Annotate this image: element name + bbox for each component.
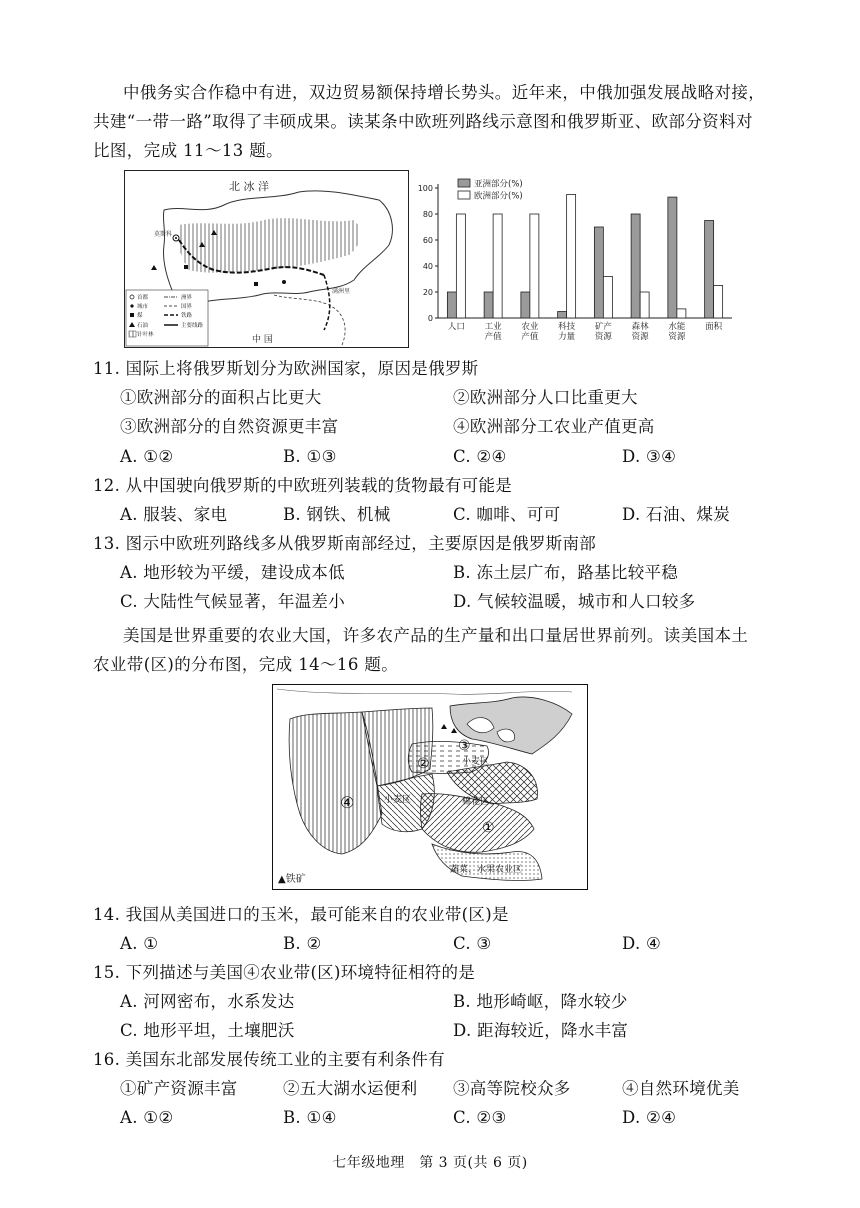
y-tick-label: 80 [422, 210, 433, 219]
russia-comparison-bar-chart [410, 176, 740, 348]
zone-fruit-veg-label: 蔬菜、水果农业区 [450, 865, 523, 875]
bar-europe [677, 309, 686, 318]
legend-swatch [458, 179, 470, 187]
x-tick-label: 科技 [558, 322, 576, 332]
question-14-stem: 14. 我国从美国进口的玉米，最可能来自的农业带(区)是 [93, 905, 509, 924]
x-tick-label: 资源 [594, 332, 612, 342]
x-tick-label: 矿产 [594, 322, 612, 332]
q13-option-b: B. 冻土层广布，路基比较平稳 [453, 563, 679, 582]
q11-statement-3: ③欧洲部分的自然资源更丰富 [120, 417, 339, 436]
legend-swatch [458, 191, 470, 199]
zone-wheat-south-label: 小麦区 [384, 795, 412, 805]
zone-3-label: ③ [458, 738, 471, 754]
bar-asia [594, 227, 603, 318]
y-tick-label: 60 [422, 236, 433, 245]
q11-option-d: D. ③④ [622, 447, 677, 466]
bar-europe [714, 286, 723, 319]
q16-option-a: A. ①② [120, 1108, 174, 1127]
legend-entry: 欧洲部分(%) [474, 191, 523, 202]
bar-asia [521, 292, 530, 318]
page-footer: 七年级地理 第 3 页(共 6 页) [332, 1155, 528, 1171]
q11-statement-2: ②欧洲部分人口比重更大 [453, 388, 638, 407]
bar-asia [631, 214, 640, 318]
question-13-stem: 13. 图示中欧班列路线多从俄罗斯南部经过，主要原因是俄罗斯南部 [93, 534, 597, 553]
x-tick-label: 人口 [447, 322, 465, 332]
x-tick-label: 资源 [631, 332, 649, 342]
q16-option-c: C. ②③ [453, 1108, 507, 1127]
legend-route: 主要线路 [181, 323, 204, 329]
legend-coal: 煤 [137, 313, 143, 319]
q11-statement-4: ④欧洲部分工农业产值更高 [453, 417, 655, 436]
x-tick-label: 产值 [521, 332, 539, 342]
q16-statement-4: ④自然环境优美 [622, 1079, 740, 1098]
bar-asia [447, 292, 456, 318]
x-tick-label: 农业 [521, 322, 539, 332]
zone-1-label: ① [482, 820, 495, 836]
bar-europe [456, 214, 465, 318]
us-agriculture-map [272, 684, 588, 890]
q15-option-c: C. 地形平坦，土壤肥沃 [120, 1021, 295, 1040]
bar-asia [705, 221, 714, 319]
q11-option-a: A. ①② [120, 447, 174, 466]
y-tick-label: 0 [427, 314, 433, 323]
q12-option-a: A. 服装、家电 [120, 505, 228, 524]
legend-country-border: 国界 [181, 304, 193, 310]
q15-option-b: B. 地形崎岖，降水较少 [453, 992, 628, 1011]
question-12-stem: 12. 从中国驶向俄罗斯的中欧班列装载的货物最有可能是 [93, 476, 513, 495]
x-tick-label: 工业 [484, 322, 502, 332]
legend-railway: 铁路 [181, 313, 193, 319]
q11-statement-1: ①欧洲部分的面积占比更大 [120, 388, 322, 407]
question-11-stem: 11. 国际上将俄罗斯划分为欧洲国家，原因是俄罗斯 [93, 359, 479, 378]
legend-entry: 亚洲部分(%) [474, 179, 523, 190]
y-tick-label: 100 [417, 184, 433, 193]
bar-europe [603, 276, 612, 318]
q13-option-d: D. 气候较温暖，城市和人口较多 [453, 592, 696, 611]
russia-route-map [124, 170, 409, 348]
q13-option-a: A. 地形较为平缓，建设成本低 [120, 563, 345, 582]
zone-4-label: ④ [340, 793, 355, 812]
x-tick-label: 资源 [668, 332, 686, 342]
legend-taiga: 针叶林 [137, 332, 154, 338]
q11-option-c: C. ②④ [453, 447, 507, 466]
legend-continent-border: 洲界 [181, 295, 193, 301]
y-tick-label: 40 [422, 262, 433, 271]
q11-option-b: B. ①③ [283, 447, 337, 466]
q16-option-b: B. ①④ [283, 1108, 337, 1127]
moscow-label: 莫斯科 [154, 231, 173, 238]
q16-option-d: D. ②④ [622, 1108, 677, 1127]
legend-city: 城市 [137, 304, 149, 310]
intro-paragraph-2: 美国是世界重要的农业大国，许多农产品的生产量和出口量居世界前列。读美国本土 农业带(区)的分布图，完成 14～16 题。 [93, 626, 749, 674]
q14-option-d: D. ④ [622, 934, 662, 953]
bar-europe [493, 214, 502, 318]
iron-ore-legend: ▲铁矿 [278, 874, 306, 885]
q14-option-c: C. ③ [453, 934, 492, 953]
ocean-label: 北 冰 洋 [229, 180, 269, 193]
question-16-stem: 16. 美国东北部发展传统工业的主要有利条件有 [93, 1050, 445, 1069]
x-tick-label: 产值 [484, 332, 502, 342]
bar-europe [640, 292, 649, 318]
bar-asia [668, 197, 677, 318]
x-tick-label: 森林 [631, 322, 649, 332]
intro-paragraph-1: 中俄务实合作稳中有进，双边贸易额保持增长势头。近年来，中俄加强发展战略对接， 共建“一带一路”取得了丰硕成果。读某条中欧班列路线示意图和俄罗斯亚、欧部分资料对 比图，完成 11～13 题。 [93, 83, 766, 160]
q14-option-b: B. ② [283, 934, 322, 953]
q12-option-b: B. 钢铁、机械 [283, 505, 391, 524]
q16-statement-1: ①矿产资源丰富 [120, 1079, 238, 1098]
legend-capital: 首都 [137, 295, 149, 301]
q12-option-d: D. 石油、煤炭 [622, 505, 731, 524]
zone-cotton-label: 棉花区 [462, 797, 490, 807]
legend-oil: 石油 [137, 323, 149, 329]
y-tick-label: 20 [422, 288, 433, 297]
manzhouli-label: 满洲里 [332, 288, 351, 295]
q13-option-c: C. 大陆性气候显著，年温差小 [120, 592, 346, 611]
china-label: 中 国 [252, 335, 273, 345]
x-tick-label: 面积 [705, 322, 723, 332]
zone-wheat-north-label: 小麦区 [462, 757, 490, 767]
x-tick-label: 力量 [558, 332, 576, 342]
bar-asia [558, 312, 567, 319]
q12-option-c: C. 咖啡、可可 [453, 505, 561, 524]
bar-europe [530, 214, 539, 318]
x-tick-label: 水能 [668, 322, 686, 332]
q15-option-d: D. 距海较近，降水丰富 [453, 1021, 629, 1040]
q16-statement-3: ③高等院校众多 [453, 1079, 571, 1098]
q14-option-a: A. ① [120, 934, 159, 953]
bar-europe [567, 195, 576, 319]
zone-2-label: ② [417, 756, 430, 772]
q15-option-a: A. 河网密布，水系发达 [120, 992, 295, 1011]
question-15-stem: 15. 下列描述与美国④农业带(区)环境特征相符的是 [93, 963, 476, 982]
q16-statement-2: ②五大湖水运便利 [283, 1079, 418, 1098]
bar-asia [484, 292, 493, 318]
